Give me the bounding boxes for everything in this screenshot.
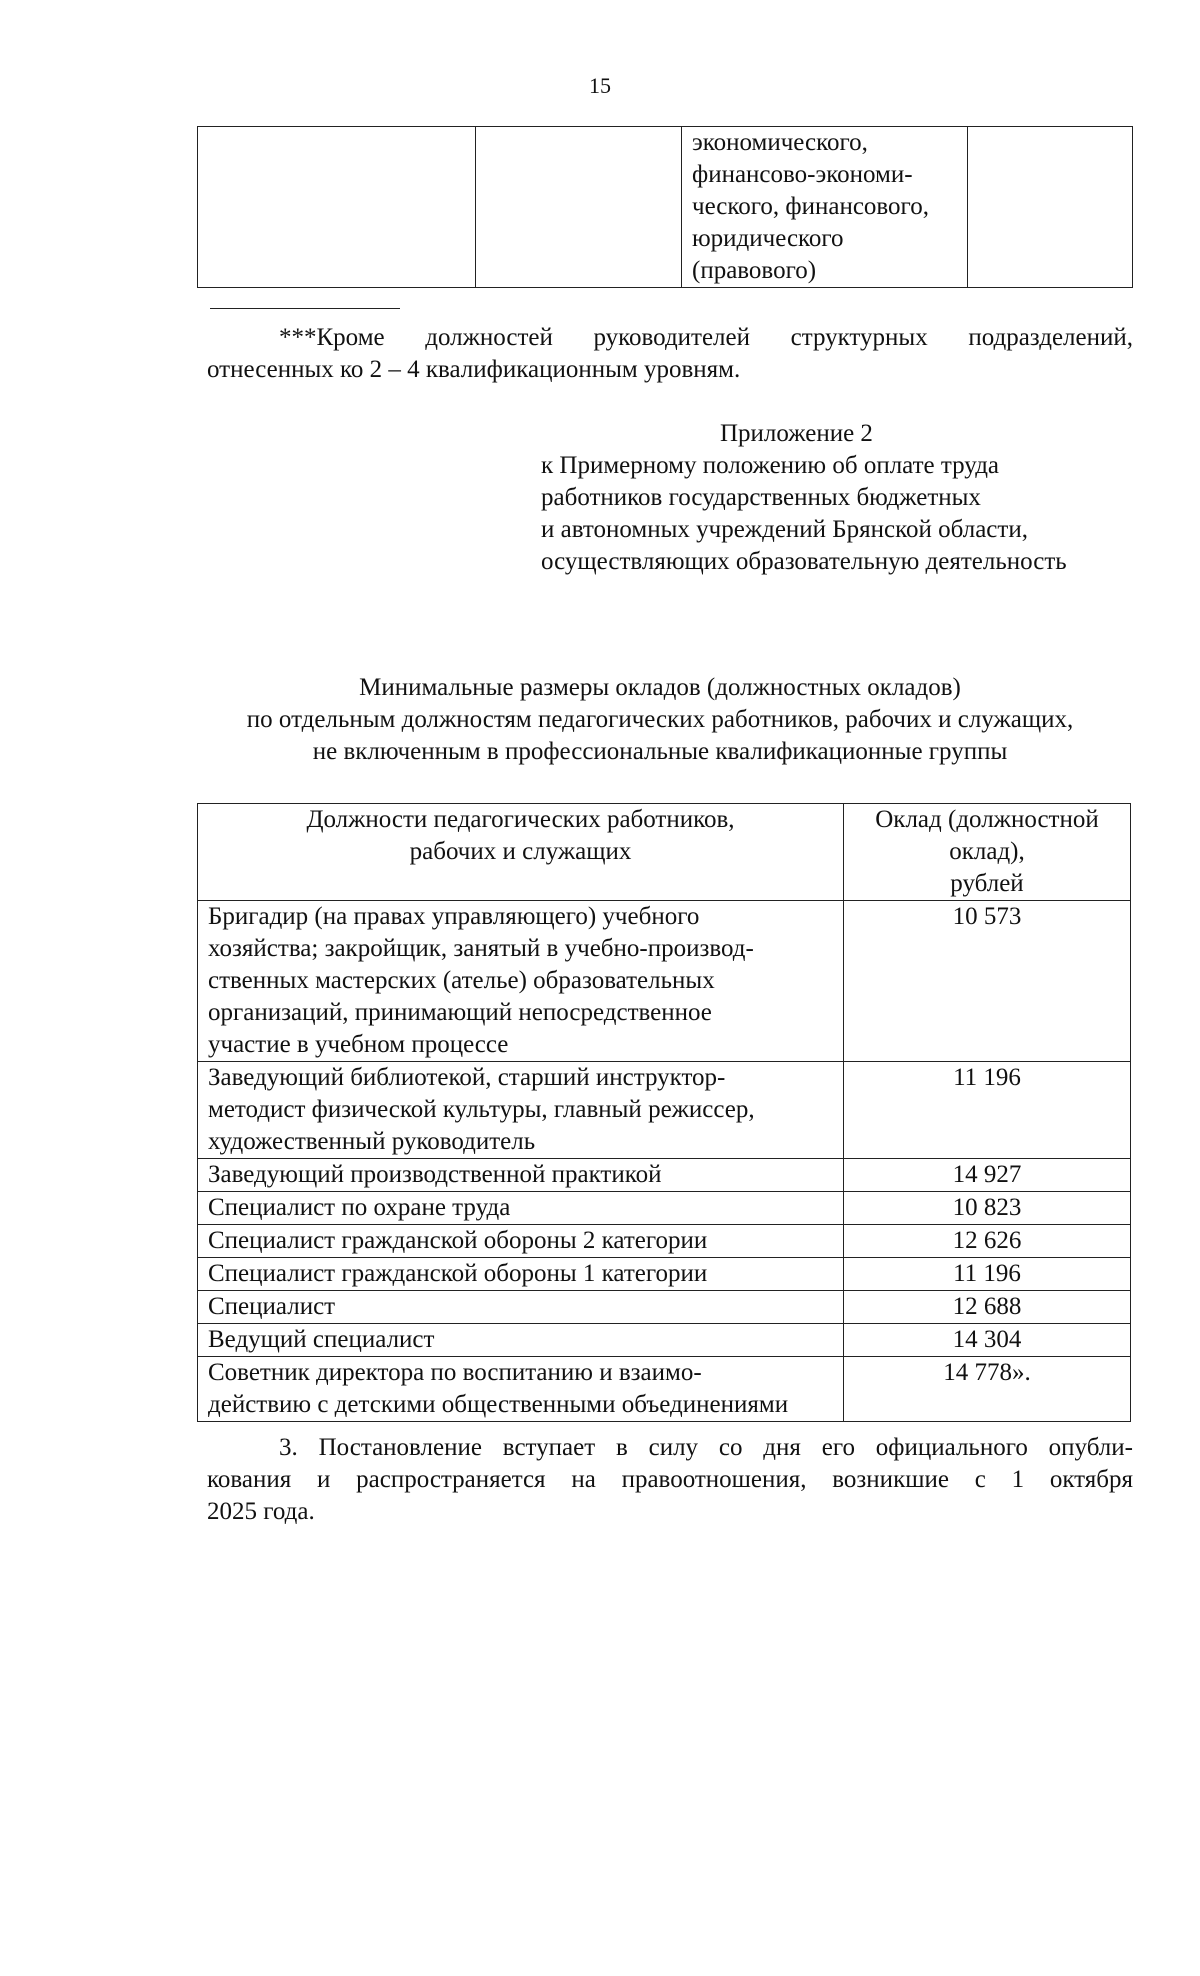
closing-paragraph — [207, 1432, 1133, 1528]
position-line: организаций, принимающий непосредственное — [208, 999, 712, 1026]
table-cell-empty — [198, 127, 476, 288]
table-row — [198, 1291, 1131, 1324]
position-line: Бригадир (на правах управляющего) учебного — [208, 903, 700, 930]
table-row — [198, 1357, 1131, 1422]
position-line: участие в учебном процессе — [208, 1031, 509, 1058]
appendix-heading — [541, 418, 1141, 578]
closing-line: 3. Постановление вступает в силу со дня его официального опубли- — [279, 1434, 1133, 1461]
header-position — [198, 804, 844, 901]
salary-cell: 14 778». — [844, 1357, 1131, 1422]
header-salary — [844, 804, 1131, 901]
appendix-title: Приложение 2 — [720, 420, 873, 447]
page-number: 15 — [589, 73, 611, 98]
position-line: действию с детскими общественными объединениями — [208, 1391, 789, 1418]
cell-text-line: экономического, — [692, 129, 868, 156]
position-cell — [198, 1357, 844, 1422]
salary-cell: 14 304 — [844, 1324, 1131, 1357]
cell-text-line: юридического — [692, 225, 844, 252]
position-cell: Специалист по охране труда — [198, 1192, 844, 1225]
salary-table — [197, 803, 1131, 1422]
continuation-table — [197, 126, 1133, 288]
position-line: Заведующий библиотекой, старший инструктор- — [208, 1064, 726, 1091]
table-row — [198, 1258, 1131, 1291]
cell-text-line: финансово-экономи- — [692, 161, 913, 188]
position-cell: Специалист гражданской обороны 2 категории — [198, 1225, 844, 1258]
position-line: методист физической культуры, главный режиссер, — [208, 1096, 755, 1123]
closing-line: кования и распространяется на правоотношения, возникшие с 1 октября — [207, 1466, 1133, 1493]
footnote — [207, 322, 1133, 386]
position-cell: Специалист — [198, 1291, 844, 1324]
salary-cell: 14 927 — [844, 1159, 1131, 1192]
appendix-line: работников государственных бюджетных — [541, 484, 981, 511]
table-cell-text — [682, 127, 968, 288]
salary-cell: 11 196 — [844, 1258, 1131, 1291]
appendix-line: к Примерному положению об оплате труда — [541, 452, 1000, 479]
appendix-line: осуществляющих образовательную деятельность — [541, 548, 1067, 575]
position-cell: Заведующий производственной практикой — [198, 1159, 844, 1192]
table-row — [198, 1159, 1131, 1192]
table-row — [198, 901, 1131, 1062]
appendix-line: и автономных учреждений Брянской области, — [541, 516, 1028, 543]
salary-cell: 12 626 — [844, 1225, 1131, 1258]
table-row — [198, 1062, 1131, 1159]
table-row — [198, 1324, 1131, 1357]
header-line: Оклад (должностной — [875, 806, 1099, 833]
title-line: Минимальные размеры окладов (должностных окладов) — [359, 674, 961, 701]
footnote-line: отнесенных ко 2 – 4 квалификационным уровням. — [207, 356, 741, 383]
footnote-divider — [210, 308, 400, 309]
salary-cell: 10 573 — [844, 901, 1131, 1062]
table-row — [198, 1192, 1131, 1225]
cell-text-line: (правового) — [692, 257, 817, 284]
table-cell-empty — [968, 127, 1133, 288]
salary-cell: 11 196 — [844, 1062, 1131, 1159]
cell-text-line: ческого, финансового, — [692, 193, 929, 220]
header-line: рабочих и служащих — [409, 838, 632, 865]
document-title — [180, 672, 1140, 768]
table-row — [198, 127, 1133, 288]
table-header-row — [198, 804, 1131, 901]
table-cell-empty — [476, 127, 682, 288]
header-line: оклад), — [949, 838, 1025, 865]
position-line: хозяйства; закройщик, занятый в учебно-производ- — [208, 935, 754, 962]
salary-cell: 12 688 — [844, 1291, 1131, 1324]
title-line: по отдельным должностям педагогических работников, рабочих и служащих, — [246, 706, 1074, 733]
position-cell — [198, 901, 844, 1062]
position-line: художественный руководитель — [208, 1128, 536, 1155]
footnote-line: ***Кроме должностей руководителей структурных подразделений, — [279, 324, 1133, 351]
table-row — [198, 1225, 1131, 1258]
position-line: Советник директора по воспитанию и взаимо- — [208, 1359, 702, 1386]
closing-line: 2025 года. — [207, 1498, 315, 1525]
position-line: ственных мастерских (ателье) образовательных — [208, 967, 715, 994]
position-cell — [198, 1062, 844, 1159]
title-line: не включенным в профессиональные квалификационные группы — [312, 738, 1008, 765]
position-cell: Специалист гражданской обороны 1 категории — [198, 1258, 844, 1291]
header-line: рублей — [950, 870, 1024, 897]
header-line: Должности педагогических работников, — [306, 806, 735, 833]
salary-cell: 10 823 — [844, 1192, 1131, 1225]
position-cell: Ведущий специалист — [198, 1324, 844, 1357]
